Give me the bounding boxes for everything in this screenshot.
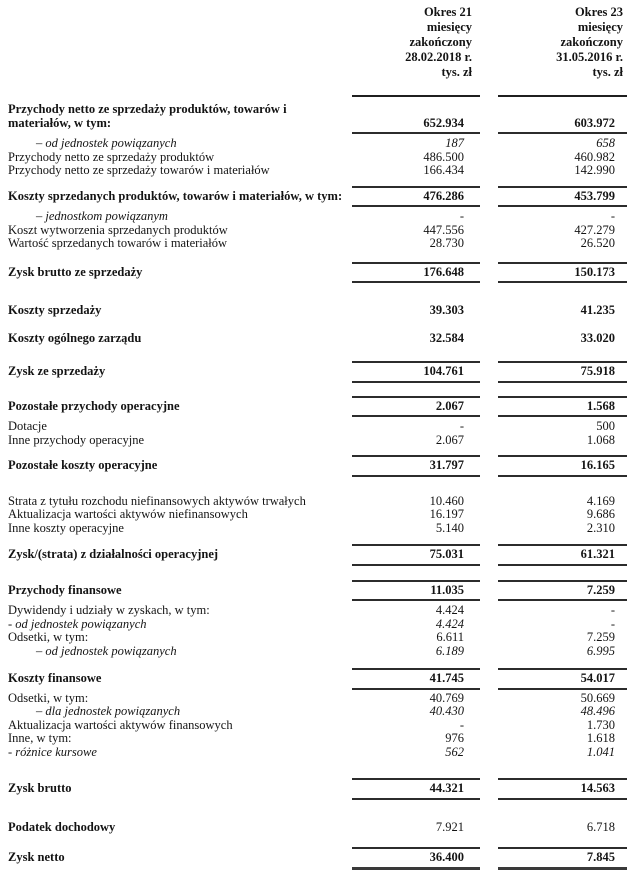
table-row [0, 420, 635, 434]
value-col1: 10.460 [429, 493, 464, 508]
value-col1: 40.769 [429, 690, 464, 705]
table-row [0, 396, 635, 418]
row-content [0, 631, 635, 645]
divider-spacer [0, 381, 352, 383]
table-row [0, 186, 635, 208]
value-divider [0, 544, 635, 546]
divider-line-col1 [352, 688, 480, 690]
row-content [0, 190, 635, 204]
row-label: - różnice kursowe [8, 744, 97, 759]
divider-line-col1 [352, 599, 480, 601]
divider-line-col2 [498, 415, 627, 417]
value-divider [0, 847, 635, 849]
value-col1: 7.921 [435, 819, 464, 834]
value-divider [0, 415, 635, 417]
divider-line-col1 [352, 361, 480, 363]
row-content [0, 151, 635, 165]
divider-spacer [0, 361, 352, 363]
divider-spacer [0, 396, 352, 398]
divider-spacer [0, 186, 352, 188]
divider-line-col1 [352, 544, 480, 546]
row-label: Przychody netto ze sprzedaży produktów, towarów i materiałów, w tym: [8, 102, 287, 130]
row-content [0, 304, 635, 318]
row-label: Strata z tytułu rozchodu niefinansowych aktywów trwałych [8, 493, 306, 508]
value-col1: 44.321 [429, 781, 464, 795]
row-content [0, 522, 635, 536]
divider-line-col1 [352, 564, 480, 566]
row-label: Pozostałe koszty operacyjne [8, 458, 158, 472]
divider-line-col1 [352, 475, 480, 477]
value-divider [0, 599, 635, 601]
value-col1: 39.303 [429, 303, 464, 317]
divider-spacer [0, 867, 352, 870]
table-row [0, 151, 635, 165]
header-line: miesięcy [426, 20, 472, 34]
value-col2: 14.563 [580, 781, 615, 795]
row-content [0, 237, 635, 251]
divider-spacer [0, 205, 352, 207]
value-divider [0, 381, 635, 383]
row-label: – jednostkom powiązanym [36, 209, 168, 223]
row-label: – od jednostek powiązanych [36, 643, 177, 658]
value-col2: 150.173 [574, 264, 615, 279]
row-content [0, 618, 635, 632]
row-label: Koszty sprzedaży [8, 303, 102, 317]
table-row [0, 719, 635, 733]
row-label: Przychody finansowe [8, 582, 122, 597]
value-col1: - [459, 717, 464, 732]
period-column-header-2016 [498, 5, 627, 80]
value-col1: 41.745 [429, 671, 464, 685]
row-label: Aktualizacja wartości aktywów finansowych [8, 717, 233, 732]
divider-line-col1 [352, 95, 480, 97]
value-col2: 1.068 [586, 432, 615, 447]
row-content [0, 604, 635, 618]
divider-spacer [0, 475, 352, 477]
row-label: Zysk brutto [8, 781, 72, 795]
divider-spacer [0, 580, 352, 582]
value-col2: 48.496 [580, 704, 615, 718]
value-col1: 4.424 [435, 603, 464, 617]
value-col1: 562 [445, 744, 464, 759]
value-col2: 7.845 [586, 850, 615, 864]
divider-line-col2 [498, 599, 627, 601]
value-col2: 1.041 [586, 744, 615, 759]
row-content [0, 266, 635, 280]
row-content [0, 434, 635, 448]
value-col2: 6.718 [586, 819, 615, 834]
value-col2: 6.995 [586, 643, 615, 658]
header-line: tys. zł [592, 65, 623, 79]
value-col2: 7.259 [586, 630, 615, 644]
value-divider [0, 262, 635, 264]
value-col2: 7.259 [586, 582, 615, 597]
divider-line-col2 [498, 132, 627, 134]
value-divider [0, 281, 635, 283]
divider-spacer [0, 688, 352, 690]
row-content [0, 332, 635, 346]
value-divider [0, 205, 635, 207]
value-col1: 652.934 [423, 115, 464, 130]
row-content [0, 692, 635, 706]
header-divider [0, 95, 635, 97]
value-col1: - [459, 419, 464, 433]
header-line: zakończony [409, 35, 472, 49]
row-content [0, 137, 635, 151]
value-col1: 2.067 [435, 398, 464, 413]
divider-line-col1 [352, 281, 480, 283]
row-label: Inne, w tym: [8, 731, 72, 745]
value-divider [0, 475, 635, 477]
header-line: miesięcy [577, 20, 623, 34]
value-col1: 447.556 [423, 222, 464, 237]
value-col2: 9.686 [586, 507, 615, 521]
value-col2: 427.279 [574, 222, 615, 237]
value-col1: - [459, 209, 464, 223]
table-row [0, 618, 635, 632]
value-divider [0, 688, 635, 690]
divider-line-col2 [498, 205, 627, 207]
row-content [0, 782, 635, 796]
table-row [0, 495, 635, 509]
value-col1: 32.584 [429, 330, 464, 345]
value-col2: 142.990 [574, 163, 615, 177]
value-col1: 36.400 [429, 850, 464, 864]
divider-spacer [0, 599, 352, 601]
value-col1: 4.424 [435, 616, 464, 631]
value-divider [0, 186, 635, 188]
divider-line-col1 [352, 580, 480, 582]
row-content [0, 210, 635, 224]
row-label: Zysk ze sprzedaży [8, 364, 106, 378]
divider-line-col2 [498, 798, 627, 800]
row-content [0, 821, 635, 835]
table-row [0, 847, 635, 870]
table-row [0, 434, 635, 448]
table-row [0, 645, 635, 659]
table-row [0, 668, 635, 690]
divider-spacer [0, 132, 352, 134]
table-body [0, 103, 635, 870]
value-col2: 75.918 [580, 364, 615, 378]
divider-line-col2 [498, 580, 627, 582]
row-label: Wartość sprzedanych towarów i materiałów [8, 236, 228, 250]
table-row [0, 304, 635, 318]
header-line: tys. zł [441, 65, 472, 79]
table-row [0, 103, 635, 134]
divider-line-col1 [352, 132, 480, 134]
row-content [0, 645, 635, 659]
row-content [0, 851, 635, 865]
divider-line-col2 [498, 281, 627, 283]
divider-line-col2 [498, 186, 627, 188]
divider-line-col2 [498, 544, 627, 546]
divider-spacer [0, 778, 352, 780]
header-line: 28.02.2018 r. [405, 50, 472, 64]
divider-line-col1 [352, 381, 480, 383]
value-col1: 11.035 [430, 582, 464, 597]
divider-spacer [0, 262, 352, 264]
divider-line-col2 [498, 688, 627, 690]
row-content [0, 164, 635, 178]
divider-line-col2 [498, 867, 627, 870]
row-content [0, 495, 635, 509]
row-content [0, 224, 635, 238]
row-content [0, 732, 635, 746]
value-col1: 976 [445, 731, 464, 745]
divider-line-col2 [498, 381, 627, 383]
value-col2: 453.799 [574, 188, 615, 203]
table-row [0, 508, 635, 522]
value-col1: 486.500 [423, 149, 464, 164]
divider-line-col1 [352, 668, 480, 670]
table-row [0, 164, 635, 178]
value-col1: 6.611 [436, 630, 464, 644]
table-row [0, 237, 635, 251]
divider-line-col1 [352, 847, 480, 849]
row-label: Koszty ogólnego zarządu [8, 330, 142, 345]
value-col2: - [610, 616, 615, 631]
header-line: zakończony [560, 35, 623, 49]
table-row [0, 604, 635, 618]
row-content [0, 103, 635, 130]
row-label: Zysk netto [8, 850, 65, 864]
value-col2: 4.169 [586, 493, 615, 508]
value-divider [0, 580, 635, 582]
table-row [0, 732, 635, 746]
divider-line-col1 [352, 415, 480, 417]
value-col2: 26.520 [580, 236, 615, 250]
divider-line-col2 [498, 361, 627, 363]
divider-spacer [0, 847, 352, 849]
row-content [0, 420, 635, 434]
divider-line-col1 [352, 778, 480, 780]
divider-line-col2 [498, 95, 627, 97]
row-label: Inne przychody operacyjne [8, 432, 145, 447]
table-row [0, 544, 635, 566]
divider-spacer [0, 281, 352, 283]
divider-spacer [0, 415, 352, 417]
table-row [0, 746, 635, 760]
value-col1: 40.430 [429, 704, 464, 718]
value-divider [0, 778, 635, 780]
table-row [0, 522, 635, 536]
divider-line-col2 [498, 396, 627, 398]
row-label: Przychody netto ze sprzedaży produktów [8, 149, 215, 164]
row-label: Inne koszty operacyjne [8, 520, 124, 535]
divider-line-col2 [498, 668, 627, 670]
divider-line-col2 [498, 778, 627, 780]
row-content [0, 746, 635, 760]
value-col1: 176.648 [423, 264, 464, 279]
row-content [0, 719, 635, 733]
value-divider [0, 798, 635, 800]
value-col2: 61.321 [580, 547, 615, 561]
value-col1: 16.197 [429, 507, 464, 521]
value-col1: 5.140 [435, 520, 464, 535]
divider-line-col1 [352, 867, 480, 870]
value-col2: 16.165 [580, 458, 615, 472]
row-label: - od jednostek powiązanych [8, 616, 147, 631]
divider-spacer [0, 798, 352, 800]
table-row [0, 332, 635, 346]
divider-spacer [0, 544, 352, 546]
divider-line-col2 [498, 262, 627, 264]
value-col1: 104.761 [423, 364, 464, 378]
divider-spacer [0, 455, 352, 457]
row-label: Dywidendy i udziały w zyskach, w tym: [8, 603, 210, 617]
row-content [0, 584, 635, 598]
row-label: Pozostałe przychody operacyjne [8, 398, 180, 413]
row-label: Koszty finansowe [8, 671, 102, 685]
value-col2: 1.618 [586, 731, 615, 745]
value-col2: 460.982 [574, 149, 615, 164]
table-row [0, 137, 635, 151]
value-col2: 658 [596, 136, 615, 150]
value-divider [0, 564, 635, 566]
header-spacer [0, 5, 352, 80]
row-label: Odsetki, w tym: [8, 630, 89, 644]
row-content [0, 365, 635, 379]
divider-line-col1 [352, 262, 480, 264]
value-divider [0, 361, 635, 363]
value-col1: 75.031 [429, 547, 464, 561]
table-row [0, 361, 635, 383]
value-col2: 33.020 [580, 330, 615, 345]
row-content [0, 672, 635, 686]
row-content [0, 508, 635, 522]
row-label: Odsetki, w tym: [8, 690, 89, 705]
value-divider [0, 396, 635, 398]
value-col2: 603.972 [574, 115, 615, 130]
header-line: Okres 21 [423, 5, 472, 19]
row-content [0, 548, 635, 562]
value-divider [0, 455, 635, 457]
divider-line-col1 [352, 798, 480, 800]
divider-spacer [0, 564, 352, 566]
row-label: – od jednostek powiązanych [36, 136, 177, 150]
value-divider [0, 668, 635, 670]
value-col1: 2.067 [435, 432, 464, 447]
divider-spacer [0, 95, 352, 97]
table-row [0, 705, 635, 719]
value-col2: 41.235 [580, 303, 615, 317]
value-col1: 187 [445, 136, 464, 150]
table-row [0, 580, 635, 602]
header-line: Okres 23 [574, 5, 623, 19]
header-line: 31.05.2016 r. [556, 50, 623, 64]
row-label: Zysk brutto ze sprzedaży [8, 264, 143, 279]
divider-line-col1 [352, 396, 480, 398]
row-label: Zysk/(strata) z działalności operacyjnej [8, 547, 219, 561]
row-label: Koszt wytworzenia sprzedanych produktów [8, 222, 228, 237]
value-divider [0, 132, 635, 134]
divider-line-col2 [498, 455, 627, 457]
row-label: – dla jednostek powiązanych [36, 704, 181, 718]
divider-line-col1 [352, 205, 480, 207]
period-column-header-2018 [352, 5, 480, 80]
table-row [0, 821, 635, 835]
table-row [0, 224, 635, 238]
value-col2: 1.568 [586, 398, 615, 413]
row-content [0, 400, 635, 414]
value-col2: - [610, 603, 615, 617]
row-content [0, 705, 635, 719]
row-label: Aktualizacja wartości aktywów niefinansowych [8, 507, 248, 521]
value-col2: - [610, 209, 615, 223]
header-column-gap [480, 5, 498, 80]
value-col1: 476.286 [423, 188, 464, 203]
table-row [0, 631, 635, 645]
table-row [0, 455, 635, 477]
value-col1: 28.730 [429, 236, 464, 250]
divider-line-col2 [498, 564, 627, 566]
divider-line-col2 [498, 847, 627, 849]
table-header [0, 5, 635, 80]
table-row [0, 210, 635, 224]
value-col2: 54.017 [580, 671, 615, 685]
row-content [0, 459, 635, 473]
row-label: Koszty sprzedanych produktów, towarów i materiałów, w tym: [8, 188, 343, 203]
value-col1: 166.434 [423, 163, 464, 177]
value-col1: 6.189 [435, 643, 464, 658]
divider-line-col2 [498, 475, 627, 477]
row-label: Dotacje [8, 419, 47, 433]
table-row [0, 692, 635, 706]
table-row [0, 262, 635, 284]
row-label: Podatek dochodowy [8, 819, 116, 834]
value-col2: 50.669 [580, 690, 615, 705]
value-col2: 1.730 [586, 717, 615, 732]
value-col2: 500 [596, 419, 615, 433]
divider-spacer [0, 668, 352, 670]
row-label: Przychody netto ze sprzedaży towarów i materiałów [8, 163, 270, 177]
value-col1: 31.797 [429, 458, 464, 472]
total-divider-thick [0, 867, 635, 870]
divider-line-col1 [352, 455, 480, 457]
table-row [0, 778, 635, 800]
value-col2: 2.310 [586, 520, 615, 535]
divider-line-col1 [352, 186, 480, 188]
